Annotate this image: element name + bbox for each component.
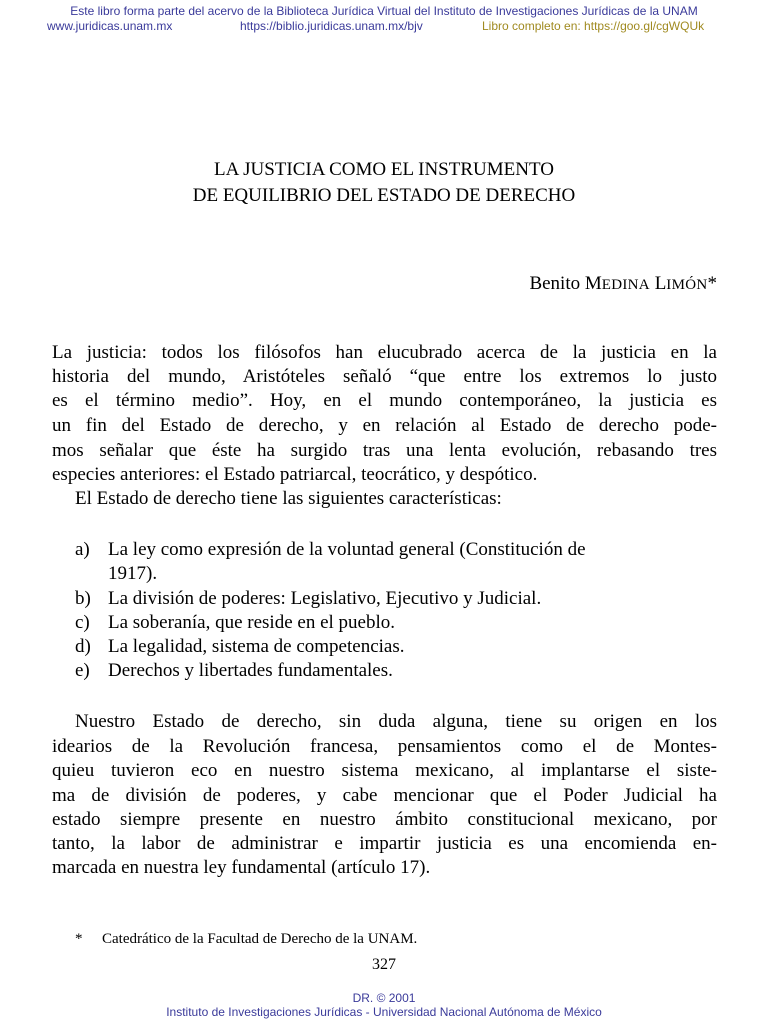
paragraph-3-line: marcada en nuestra ley fundamental (artículo 17). (52, 857, 431, 878)
list-item-text: La legalidad, sistema de competencias. (108, 636, 405, 657)
paragraph-3-line: estado siempre presente en nuestro ámbito constitucional mexicano, por (52, 809, 717, 830)
author-last-name-1-rest: EDINA (601, 277, 650, 293)
copyright: DR. © 2001 (352, 991, 416, 1005)
list-item-text: Derechos y libertades fundamentales. (108, 660, 393, 681)
list-item-continuation: 1917). (108, 563, 158, 584)
library-notice: Este libro forma parte del acervo de la Biblioteca Jurídica Virtual del Instituto de Investigaciones Jurídicas de la UNAM (70, 4, 698, 18)
paragraph-1-line: es el término medio”. Hoy, en el mundo contemporáneo, la justicia es (52, 390, 717, 411)
full-book-link[interactable]: Libro completo en: https://goo.gl/cgWQUk (482, 19, 705, 33)
paragraph-2: El Estado de derecho tiene las siguientes características: (75, 488, 502, 509)
paragraph-1-line: historia del mundo, Aristóteles señaló “que entre los extremos lo justo (52, 366, 717, 387)
paragraph-3-line: idearios de la Revolución francesa, pensamientos como el de Montes- (52, 736, 717, 757)
paragraph-3-line: ma de división de poderes, y cabe mencionar que el Poder Judicial ha (52, 785, 717, 806)
paragraph-1-line: un fin del Estado de derecho, y en relación al Estado de derecho pode- (52, 415, 717, 436)
author (529, 271, 717, 298)
page-number: 327 (372, 956, 396, 973)
paragraph-1-line: especies anteriores: el Estado patriarcal, teocrático, y despótico. (52, 464, 538, 485)
list-item-text: La ley como expresión de la voluntad general (Constitución de (108, 539, 586, 560)
bjv-link[interactable]: https://biblio.juridicas.unam.mx/bjv (240, 19, 423, 33)
institution: Instituto de Investigaciones Jurídicas - Universidad Nacional Autónoma de México (166, 1005, 602, 1019)
paragraph-3-line: Nuestro Estado de derecho, sin duda alguna, tiene su origen en los (75, 711, 717, 732)
author-last-name-1-initial: M (584, 273, 602, 294)
author-footnote-mark: * (707, 273, 717, 294)
paragraph-3-line: tanto, la labor de administrar e impartir justicia es una encomienda en- (52, 833, 717, 854)
paragraph-3-line: quieu tuvieron eco en nuestro sistema mexicano, al implantarse el siste- (52, 760, 717, 781)
footnote-mark: * (75, 931, 83, 947)
paragraph-1-line: La justicia: todos los filósofos han elucubrado acerca de la justicia en la (52, 342, 717, 363)
author-last-name-2-rest: IMÓN (666, 277, 708, 293)
list-item-text: La división de poderes: Legislativo, Ejecutivo y Judicial. (108, 588, 542, 609)
paragraph-1-line: mos señalar que éste ha surgido tras una lenta evolución, rebasando tres (52, 440, 717, 461)
author-last-name-2-initial: L (654, 273, 667, 294)
author-first-name: Benito (529, 273, 585, 294)
list-item-text: La soberanía, que reside en el pueblo. (108, 612, 395, 633)
list-item-label: b) (75, 588, 91, 609)
article-title-line-2: DE EQUILIBRIO DEL ESTADO DE DERECHO (192, 185, 576, 206)
list-item-label: e) (75, 660, 90, 681)
footnote-text: Catedrático de la Facultad de Derecho de la UNAM. (102, 931, 418, 947)
juridicas-link[interactable]: www.juridicas.unam.mx (47, 19, 173, 33)
list-item-label: c) (75, 612, 90, 633)
list-item-label: a) (75, 539, 90, 560)
list-item-label: d) (75, 636, 91, 657)
article-title-line-1: LA JUSTICIA COMO EL INSTRUMENTO (214, 159, 554, 180)
